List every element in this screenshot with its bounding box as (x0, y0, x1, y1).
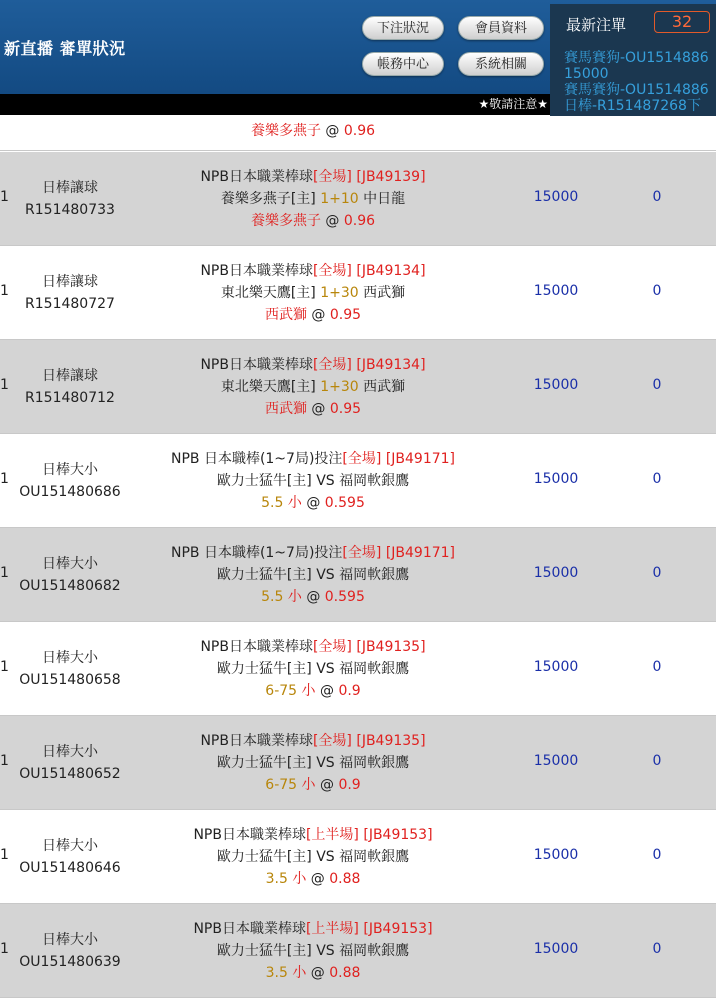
member-info-button[interactable]: 會員資料 (458, 16, 544, 40)
at-sign: @ (311, 307, 326, 323)
pick-line (140, 962, 486, 984)
at-sign: @ (310, 965, 325, 981)
table-row[interactable] (0, 716, 716, 810)
at-sign: @ (311, 401, 326, 417)
match-code: [JB49134] (356, 357, 426, 373)
period-label: [全場] (312, 357, 352, 373)
pick-side: 小 (292, 871, 307, 887)
league-name: NPB日本職業棒球 (200, 263, 313, 279)
vs-label: VS (316, 849, 335, 865)
win-amount: 0 (652, 941, 662, 957)
match-code: [JB49135] (356, 733, 426, 749)
bet-detail-cell (140, 730, 486, 796)
win-amount: 0 (652, 283, 662, 299)
matchup-line (140, 376, 486, 398)
away-team: 福岡軟銀鷹 (339, 755, 410, 771)
ticket-number: OU151480682 (19, 578, 121, 594)
matchup-line (140, 940, 486, 962)
match-code: [JB49171] (385, 451, 456, 467)
ticket-number: OU151480646 (19, 860, 121, 876)
odds-value: 0.96 (343, 123, 376, 139)
handicap-line: 1+10 (320, 191, 359, 207)
row-number: 1 (0, 283, 9, 299)
home-team: 歐力士猛牛[主] (216, 849, 312, 865)
pick-line (140, 398, 486, 420)
row-number: 1 (0, 753, 9, 769)
bet-type: 日棒讓球 (42, 368, 98, 384)
row-number: 1 (0, 941, 9, 957)
period-label: [全場] (342, 545, 382, 561)
bet-type: 日棒讓球 (42, 274, 98, 290)
page-title: 新直播 審單狀況 (4, 39, 126, 58)
pick-line (140, 210, 486, 232)
odds-value: 0.9 (338, 777, 361, 793)
table-row[interactable] (0, 622, 716, 716)
league-name: NPB 日本職棒(1~7局)投注 (170, 545, 343, 561)
league-line (140, 260, 486, 282)
league-line (140, 448, 486, 470)
home-team: 歐力士猛牛[主] (216, 943, 312, 959)
vs-label: VS (316, 567, 335, 583)
win-amount: 0 (652, 377, 662, 393)
ticket-number: OU151480639 (19, 954, 121, 970)
pick-side: 小 (292, 965, 307, 981)
league-line (140, 918, 486, 940)
pick-team: 西武獅 (264, 401, 307, 417)
period-label: [上半場] (305, 921, 359, 937)
win-amount: 0 (652, 847, 662, 863)
home-team: 歐力士猛牛[主] (216, 567, 312, 583)
match-code: [JB49139] (356, 169, 426, 185)
bet-amount: 15000 (533, 565, 579, 581)
bet-type: 日棒大小 (42, 932, 98, 948)
bet-type-cell (10, 929, 130, 973)
matchup-line (140, 752, 486, 774)
pick-side: 小 (301, 777, 316, 793)
bet-type-cell (10, 459, 130, 503)
bet-detail-cell (140, 824, 486, 890)
matchup-line (140, 846, 486, 868)
bet-detail-cell (140, 918, 486, 984)
pick-line (140, 586, 486, 608)
bet-type-cell (10, 741, 130, 785)
bet-type: 日棒大小 (42, 462, 98, 478)
bet-type-cell (10, 647, 130, 691)
matchup-line (140, 282, 486, 304)
away-team: 福岡軟銀鷹 (339, 567, 410, 583)
at-sign: @ (325, 123, 340, 139)
account-center-button[interactable]: 帳務中心 (362, 52, 444, 76)
bet-type: 日棒大小 (42, 838, 98, 854)
ticket-number: OU151480658 (19, 672, 121, 688)
period-label: [全場] (312, 639, 352, 655)
pick-line (140, 774, 486, 796)
win-amount: 0 (652, 753, 662, 769)
bet-type: 日棒大小 (42, 744, 98, 760)
table-row[interactable] (0, 340, 716, 434)
pick-line (140, 304, 486, 326)
row-number: 1 (0, 189, 9, 205)
table-row[interactable] (0, 246, 716, 340)
pick-team: 西武獅 (264, 307, 307, 323)
at-sign: @ (306, 495, 321, 511)
pick-line (140, 492, 486, 514)
at-sign: @ (306, 589, 321, 605)
home-team: 東北樂天鷹[主] (220, 285, 316, 301)
league-name: NPB日本職業棒球 (200, 639, 313, 655)
row-number: 1 (0, 659, 9, 675)
league-name: NPB日本職業棒球 (193, 921, 306, 937)
odds-value: 0.88 (329, 871, 361, 887)
league-name: NPB日本職業棒球 (200, 357, 313, 373)
home-team: 東北樂天鷹[主] (220, 379, 316, 395)
pick-line (140, 868, 486, 890)
pick-team: 養樂多燕子 (250, 213, 321, 229)
bet-detail-cell (140, 448, 486, 514)
matchup-line (140, 564, 486, 586)
latest-bet-item[interactable]: 賽馬賽狗-OU1514886 (564, 82, 709, 98)
bet-type-cell (10, 177, 130, 221)
handicap-line: 1+30 (320, 379, 359, 395)
win-amount: 0 (652, 659, 662, 675)
period-label: [全場] (312, 733, 352, 749)
pick-line (140, 680, 486, 702)
league-line (140, 824, 486, 846)
matchup-line (140, 658, 486, 680)
vs-label: VS (316, 943, 335, 959)
odds-value: 0.9 (338, 683, 361, 699)
ticket-number: R151480712 (25, 390, 115, 406)
bet-pick-line (140, 120, 486, 142)
league-line (140, 354, 486, 376)
vs-label: VS (316, 473, 335, 489)
row-number: 1 (0, 377, 9, 393)
odds-value: 0.595 (324, 495, 365, 511)
odds-value: 0.95 (329, 307, 362, 323)
bet-type: 日棒大小 (42, 650, 98, 666)
pick-total: 3.5 (265, 871, 288, 887)
league-name: NPB日本職業棒球 (193, 827, 306, 843)
ticket-number: R151480733 (25, 202, 115, 218)
table-row[interactable] (0, 152, 716, 246)
away-team: 福岡軟銀鷹 (339, 849, 410, 865)
bet-type: 日棒讓球 (42, 180, 98, 196)
match-code: [JB49134] (356, 263, 426, 279)
match-code: [JB49153] (363, 921, 433, 937)
odds-value: 0.96 (343, 213, 376, 229)
bet-amount: 15000 (533, 377, 579, 393)
odds-value: 0.95 (329, 401, 362, 417)
home-team: 歐力士猛牛[主] (216, 473, 312, 489)
ticket-number: OU151480686 (19, 484, 121, 500)
latest-bets-count-badge: 32 (654, 11, 710, 33)
bet-type-cell (10, 835, 130, 879)
bet-amount: 15000 (533, 471, 579, 487)
row-number: 1 (0, 565, 9, 581)
match-code: [JB49153] (363, 827, 433, 843)
row-number: 1 (0, 847, 9, 863)
away-team: 西武獅 (363, 379, 406, 395)
table-row[interactable] (0, 904, 716, 998)
win-amount: 0 (652, 189, 662, 205)
odds-value: 0.88 (329, 965, 361, 981)
latest-bets-panel (550, 4, 716, 116)
home-team: 歐力士猛牛[主] (216, 661, 312, 677)
pick-total: 5.5 (261, 589, 284, 605)
bet-amount: 15000 (533, 189, 579, 205)
table-row[interactable] (0, 528, 716, 622)
at-sign: @ (310, 871, 325, 887)
league-name: NPB日本職業棒球 (200, 733, 313, 749)
match-code: [JB49171] (385, 545, 456, 561)
bet-amount: 15000 (533, 753, 579, 769)
pick-total: 6-75 (265, 777, 298, 793)
ticket-number: R151480727 (25, 296, 115, 312)
pick-side: 小 (287, 589, 302, 605)
period-label: [全場] (312, 263, 352, 279)
pick-team: 養樂多燕子 (250, 123, 321, 139)
latest-bet-item[interactable]: 15000 (564, 66, 609, 82)
bet-amount: 15000 (533, 659, 579, 675)
bet-type-cell (10, 271, 130, 315)
league-line (140, 542, 486, 564)
at-sign: @ (319, 777, 334, 793)
at-sign: @ (319, 683, 334, 699)
pick-side: 小 (287, 495, 302, 511)
period-label: [上半場] (305, 827, 359, 843)
bet-detail-cell (140, 636, 486, 702)
win-amount: 0 (652, 471, 662, 487)
matchup-line (140, 188, 486, 210)
league-line (140, 166, 486, 188)
handicap-line: 1+30 (320, 285, 359, 301)
ticket-number: OU151480652 (19, 766, 121, 782)
match-code: [JB49135] (356, 639, 426, 655)
table-row (0, 115, 716, 151)
away-team: 中日龍 (363, 191, 406, 207)
matchup-line (140, 470, 486, 492)
home-team: 養樂多燕子[主] (220, 191, 316, 207)
bet-type: 日棒大小 (42, 556, 98, 572)
bet-amount: 15000 (533, 283, 579, 299)
win-amount: 0 (652, 565, 662, 581)
league-line (140, 636, 486, 658)
latest-bets-title: 最新注單 (566, 16, 627, 34)
league-name: NPB日本職業棒球 (200, 169, 313, 185)
pick-side: 小 (301, 683, 316, 699)
pick-total: 5.5 (261, 495, 284, 511)
bet-type-cell (10, 365, 130, 409)
bet-type-cell (10, 553, 130, 597)
vs-label: VS (316, 755, 335, 771)
period-label: [全場] (342, 451, 382, 467)
away-team: 福岡軟銀鷹 (339, 943, 410, 959)
home-team: 歐力士猛牛[主] (216, 755, 312, 771)
odds-value: 0.595 (324, 589, 365, 605)
bet-detail-cell (140, 354, 486, 420)
latest-bet-item[interactable]: 日棒-R151487268下 (564, 98, 701, 114)
latest-bet-item[interactable]: 賽馬賽狗-OU1514886 (564, 50, 709, 66)
table-row[interactable] (0, 434, 716, 528)
bet-status-button[interactable]: 下注狀況 (362, 16, 444, 40)
vs-label: VS (316, 661, 335, 677)
away-team: 福岡軟銀鷹 (339, 661, 410, 677)
league-line (140, 730, 486, 752)
away-team: 福岡軟銀鷹 (339, 473, 410, 489)
notice-text: ★敬請注意★ (478, 97, 548, 111)
period-label: [全場] (312, 169, 352, 185)
bet-detail-cell (140, 166, 486, 232)
pick-total: 6-75 (265, 683, 298, 699)
table-row[interactable] (0, 810, 716, 904)
system-button[interactable]: 系統相關 (458, 52, 544, 76)
latest-bets-list (564, 50, 716, 114)
bet-amount: 15000 (533, 847, 579, 863)
at-sign: @ (325, 213, 340, 229)
away-team: 西武獅 (363, 285, 406, 301)
pick-total: 3.5 (265, 965, 288, 981)
league-name: NPB 日本職棒(1~7局)投注 (170, 451, 343, 467)
row-number: 1 (0, 471, 9, 487)
bet-detail-cell (140, 260, 486, 326)
bet-detail-cell (140, 542, 486, 608)
bet-amount: 15000 (533, 941, 579, 957)
